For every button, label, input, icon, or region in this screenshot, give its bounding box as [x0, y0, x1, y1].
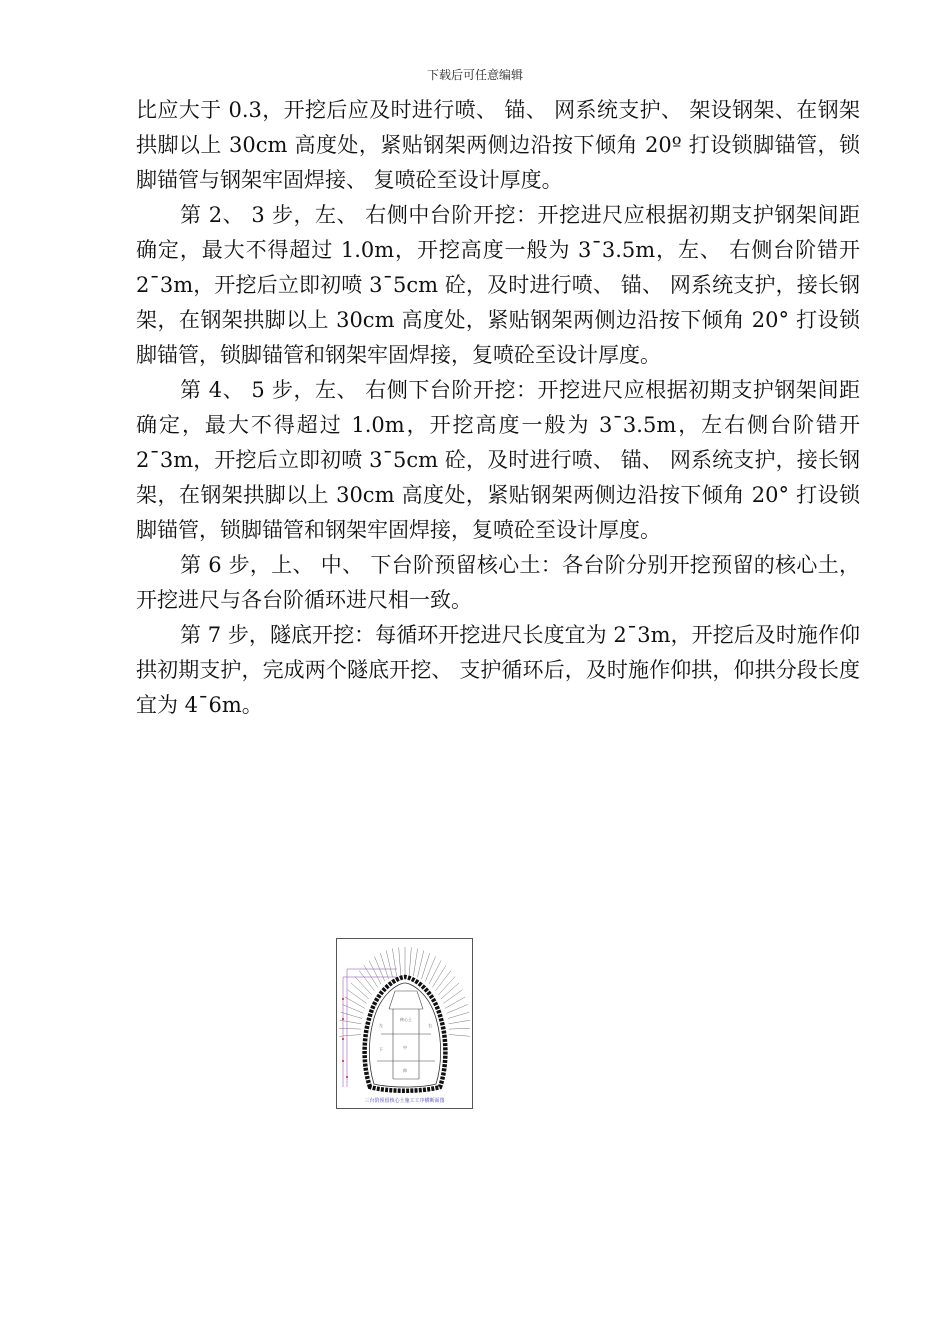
- section-labels: [379, 1016, 432, 1073]
- paragraph-1: 比应大于 0.3，开挖后应及时进行喷、 锚、 网系统支护、 架设钢架、在钢架拱脚以上 30cm 高度处，紧贴钢架两侧边沿按下倾角 20º 打设锁脚锚管，锁脚锚管与钢架牢固焊接、 复喷砼至设计厚度。: [136, 98, 860, 192]
- svg-text:核心土: 核心土: [400, 1017, 412, 1022]
- anchor-ray: [341, 1012, 362, 1018]
- anchor-ray: [369, 961, 381, 985]
- anchor-ray: [355, 977, 372, 995]
- anchor-ray: [436, 971, 451, 991]
- core-soil-partitions: [377, 991, 435, 1079]
- paragraph-4: 第 6 步，上、 中、 下台阶预留核心土：各台阶分别开挖预留的核心土，开挖进尺与各台阶循环进尺相一致。: [136, 553, 860, 612]
- tunnel-diagram: [337, 939, 472, 1094]
- anchor-ray: [429, 961, 441, 985]
- paragraph-3: 第 4、 5 步，左、 右侧下台阶开挖：开挖进尺应根据初期支护钢架间距确定，最大不得超过 1.0m，开挖高度一般为 3¯3.5m，左右侧台阶错开 2¯3m，开挖后立即初喷 3¯5cm 砼，及时进行喷、 锚、 网系统支护，接长钢架，在钢架拱脚以上 30cm 高度处，紧贴钢架两侧边沿按下倾角 20° 打设锁脚锚管，锁脚锚管和钢架牢固焊接，复喷砼至设计厚度。: [136, 378, 860, 542]
- anchor-ray: [348, 990, 367, 1004]
- svg-text:仰: 仰: [403, 1068, 407, 1073]
- paragraph-5: 第 7 步，隧底开挖：每循环开挖进尺长度宜为 2¯3m，开挖后及时施作仰拱初期支护，完成两个隧底开挖、 支护循环后，及时施作仰拱，仰拱分段长度宜为 4¯6m。: [136, 623, 860, 717]
- svg-text:右: 右: [428, 1023, 432, 1028]
- anchor-ray: [386, 951, 392, 978]
- anchor-ray: [448, 1012, 469, 1018]
- anchor-ray: [422, 953, 430, 979]
- anchor-ray: [432, 965, 446, 987]
- anchor-ray: [449, 1035, 470, 1037]
- anchor-ray: [441, 983, 459, 999]
- anchor-ray: [339, 1028, 361, 1029]
- anchor-ray: [399, 947, 401, 975]
- anchor-ray: [425, 957, 435, 982]
- svg-text:中: 中: [403, 1045, 407, 1050]
- anchor-ray: [359, 971, 374, 991]
- paragraph-2: 第 2、 3 步，左、 右侧中台阶开挖：开挖进尺应根据初期支护钢架间距确定，最大不得超过 1.0m，开挖高度一般为 3¯3.5m，左、 右侧台阶错开 2¯3m，开挖后立即初喷 3¯5cm 砼，及时进行喷、 锚、 网系统支护，接长钢架，在钢架拱脚以上 30cm 高度处，紧贴钢架两侧边沿按下倾角 20° 打设锁脚锚管，锁脚锚管和钢架牢固焊接，复喷砼至设计厚度。: [136, 203, 860, 367]
- anchor-ray: [339, 1035, 361, 1037]
- figure-caption: 三台阶预留核心土施工工序横断面图: [364, 1098, 445, 1104]
- svg-text:左: 左: [379, 1023, 383, 1028]
- anchor-ray: [380, 953, 388, 979]
- tunnel-cross-section-figure: [336, 938, 473, 1109]
- body-text: [136, 93, 860, 723]
- anchor-ray: [364, 965, 378, 987]
- anchor-ray: [449, 1020, 470, 1024]
- anchor-ray: [418, 951, 424, 978]
- anchor-ray: [392, 949, 396, 977]
- anchor-ray: [439, 977, 456, 995]
- svg-text:下: 下: [379, 1047, 383, 1052]
- anchor-ray: [351, 983, 369, 999]
- page-header: 下载后可任意编辑: [426, 68, 523, 82]
- anchor-ray: [449, 1028, 470, 1029]
- anchor-ray: [443, 990, 462, 1004]
- anchor-rays: [339, 947, 470, 1036]
- anchor-ray: [413, 949, 417, 977]
- anchor-ray: [409, 947, 411, 975]
